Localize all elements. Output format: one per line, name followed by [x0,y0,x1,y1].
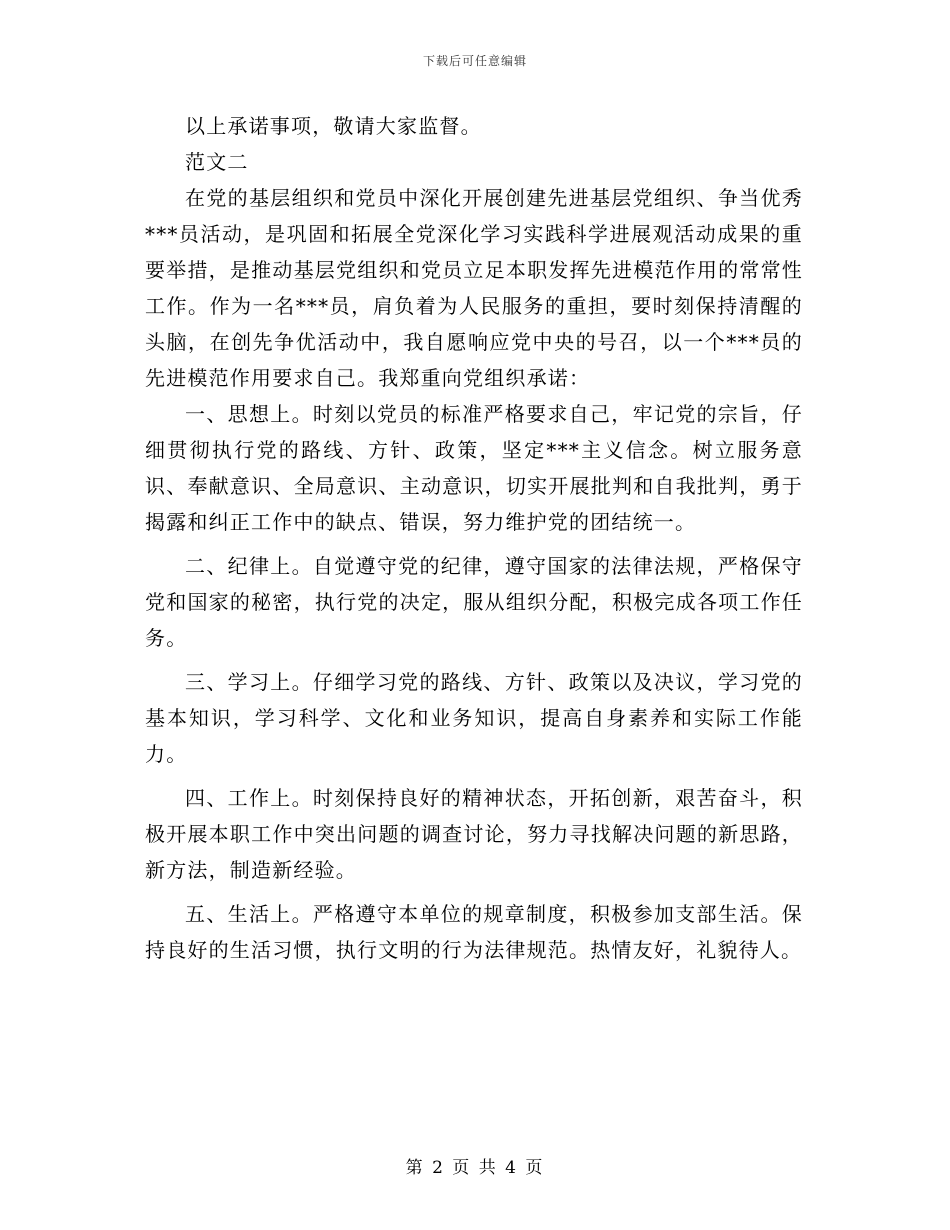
paragraph-life: 五、生活上。严格遵守本单位的规章制度，积极参加支部生活。保持良好的生活习惯，执行文明的行为法律规范。热情友好，礼貌待人。 [145,902,803,962]
paragraph-study: 三、学习上。仔细学习党的路线、方针、政策以及决议，学习党的基本知识，学习科学、文化和业务知识，提高自身素养和实际工作能力。 [145,670,803,766]
page-header-note: 下载后可任意编辑 [422,54,527,68]
section-title: 范文二 [185,150,249,174]
paragraph-thought: 一、思想上。时刻以党员的标准严格要求自己，牢记党的宗旨，仔细贯彻执行党的路线、方针、政策，坚定***主义信念。树立服务意识、奉献意识、全局意识、主动意识，切实开展批判和自我批判，勇于揭露和纠正工作中的缺点、错误，努力维护党的团结统一。 [145,402,803,534]
paragraph-work: 四、工作上。时刻保持良好的精神状态，开拓创新，艰苦奋斗，积极开展本职工作中突出问题的调查讨论，努力寻找解决问题的新思路，新方法，制造新经验。 [145,786,803,882]
paragraph-discipline: 二、纪律上。自觉遵守党的纪律，遵守国家的法律法规，严格保守党和国家的秘密，执行党的决定，服从组织分配，积极完成各项工作任务。 [145,554,803,650]
document-body [145,108,803,968]
paragraph-closing: 以上承诺事项，敬请大家监督。 [185,114,482,138]
paragraph-intro: 在党的基层组织和党员中深化开展创建先进基层党组织、争当优秀***员活动，是巩固和拓展全党深化学习实践科学进展观活动成果的重要举措，是推动基层党组织和党员立足本职发挥先进模范作用的常常性工作。作为一名***员，肩负着为人民服务的重担，要时刻保持清醒的头脑，在创先争优活动中，我自愿响应党中央的号召，以一个***员的先进模范作用要求自己。我郑重向党组织承诺： [145,186,803,390]
page-number: 第 2 页 共 4 页 [405,1158,545,1178]
